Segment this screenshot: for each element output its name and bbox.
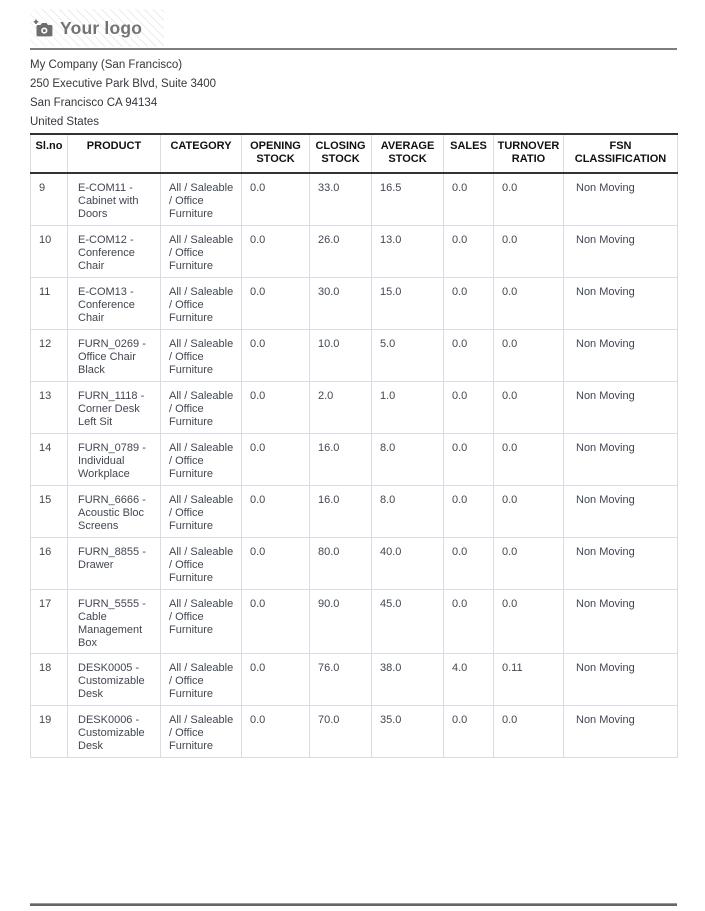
cell-average-stock: 5.0 bbox=[372, 329, 444, 381]
table-row bbox=[31, 537, 678, 589]
column-header-closing-stock: CLOSING STOCK bbox=[310, 134, 372, 173]
cell-opening-stock: 0.0 bbox=[242, 537, 310, 589]
cell-turnover-ratio: 0.0 bbox=[494, 485, 564, 537]
cell-sales: 0.0 bbox=[444, 329, 494, 381]
cell-fsn-classification: Non Moving bbox=[564, 537, 678, 589]
cell-sales: 0.0 bbox=[444, 537, 494, 589]
cell-fsn-classification: Non Moving bbox=[564, 173, 678, 225]
cell-product: FURN_0269 - Office Chair Black bbox=[68, 329, 161, 381]
cell-opening-stock: 0.0 bbox=[242, 329, 310, 381]
cell-sl-no: 10 bbox=[31, 225, 68, 277]
cell-sl-no: 17 bbox=[31, 589, 68, 653]
cell-category: All / Saleable / Office Furniture bbox=[161, 329, 242, 381]
company-city: San Francisco CA 94134 bbox=[30, 97, 158, 109]
cell-average-stock: 16.5 bbox=[372, 173, 444, 225]
cell-average-stock: 8.0 bbox=[372, 433, 444, 485]
cell-closing-stock: 2.0 bbox=[310, 381, 372, 433]
report-page bbox=[0, 9, 705, 911]
cell-category: All / Saleable / Office Furniture bbox=[161, 653, 242, 705]
cell-turnover-ratio: 0.0 bbox=[494, 225, 564, 277]
cell-opening-stock: 0.0 bbox=[242, 173, 310, 225]
column-header-product: PRODUCT bbox=[68, 134, 161, 173]
cell-category: All / Saleable / Office Furniture bbox=[161, 485, 242, 537]
table-body bbox=[31, 173, 678, 757]
cell-opening-stock: 0.0 bbox=[242, 485, 310, 537]
cell-sl-no: 19 bbox=[31, 705, 68, 757]
cell-sales: 4.0 bbox=[444, 653, 494, 705]
cell-category: All / Saleable / Office Furniture bbox=[161, 225, 242, 277]
column-header-opening-stock: OPENING STOCK bbox=[242, 134, 310, 173]
cell-sales: 0.0 bbox=[444, 589, 494, 653]
cell-fsn-classification: Non Moving bbox=[564, 225, 678, 277]
table-header-row bbox=[31, 134, 678, 173]
column-header-category: CATEGORY bbox=[161, 134, 242, 173]
cell-opening-stock: 0.0 bbox=[242, 705, 310, 757]
cell-turnover-ratio: 0.0 bbox=[494, 381, 564, 433]
cell-fsn-classification: Non Moving bbox=[564, 653, 678, 705]
footer-divider bbox=[30, 903, 677, 906]
cell-product: FURN_8855 - Drawer bbox=[68, 537, 161, 589]
column-header-average-stock: AVERAGE STOCK bbox=[372, 134, 444, 173]
cell-closing-stock: 80.0 bbox=[310, 537, 372, 589]
column-header-fsn-classification: FSN CLASSIFICATION bbox=[564, 134, 678, 173]
table-row bbox=[31, 173, 678, 225]
cell-average-stock: 8.0 bbox=[372, 485, 444, 537]
cell-average-stock: 38.0 bbox=[372, 653, 444, 705]
company-name: My Company (San Francisco) bbox=[30, 59, 183, 71]
cell-closing-stock: 76.0 bbox=[310, 653, 372, 705]
cell-category: All / Saleable / Office Furniture bbox=[161, 589, 242, 653]
cell-closing-stock: 33.0 bbox=[310, 173, 372, 225]
cell-sales: 0.0 bbox=[444, 381, 494, 433]
cell-product: FURN_6666 - Acoustic Bloc Screens bbox=[68, 485, 161, 537]
cell-fsn-classification: Non Moving bbox=[564, 381, 678, 433]
cell-opening-stock: 0.0 bbox=[242, 653, 310, 705]
column-header-turnover-ratio: TURNOVER RATIO bbox=[494, 134, 564, 173]
cell-sales: 0.0 bbox=[444, 433, 494, 485]
cell-sl-no: 12 bbox=[31, 329, 68, 381]
cell-sales: 0.0 bbox=[444, 225, 494, 277]
cell-opening-stock: 0.0 bbox=[242, 225, 310, 277]
cell-sales: 0.0 bbox=[444, 173, 494, 225]
cell-closing-stock: 10.0 bbox=[310, 329, 372, 381]
table-row bbox=[31, 225, 678, 277]
cell-category: All / Saleable / Office Furniture bbox=[161, 705, 242, 757]
table-row bbox=[31, 329, 678, 381]
cell-category: All / Saleable / Office Furniture bbox=[161, 277, 242, 329]
cell-product: E-COM11 - Cabinet with Doors bbox=[68, 173, 161, 225]
cell-closing-stock: 70.0 bbox=[310, 705, 372, 757]
cell-turnover-ratio: 0.0 bbox=[494, 277, 564, 329]
cell-product: FURN_5555 - Cable Management Box bbox=[68, 589, 161, 653]
logo-text: Your logo bbox=[60, 17, 143, 38]
company-country: United States bbox=[30, 116, 100, 128]
cell-category: All / Saleable / Office Furniture bbox=[161, 381, 242, 433]
table-row bbox=[31, 705, 678, 757]
cell-closing-stock: 30.0 bbox=[310, 277, 372, 329]
company-street: 250 Executive Park Blvd, Suite 3400 bbox=[30, 78, 217, 90]
cell-fsn-classification: Non Moving bbox=[564, 433, 678, 485]
fsn-report-table bbox=[30, 133, 678, 758]
cell-average-stock: 1.0 bbox=[372, 381, 444, 433]
cell-turnover-ratio: 0.0 bbox=[494, 173, 564, 225]
cell-closing-stock: 26.0 bbox=[310, 225, 372, 277]
cell-average-stock: 13.0 bbox=[372, 225, 444, 277]
header-divider bbox=[30, 48, 677, 50]
cell-closing-stock: 16.0 bbox=[310, 433, 372, 485]
cell-sl-no: 11 bbox=[31, 277, 68, 329]
company-logo-placeholder bbox=[30, 9, 164, 47]
table-row bbox=[31, 653, 678, 705]
cell-sl-no: 16 bbox=[31, 537, 68, 589]
cell-sl-no: 13 bbox=[31, 381, 68, 433]
cell-product: E-COM13 - Conference Chair bbox=[68, 277, 161, 329]
cell-fsn-classification: Non Moving bbox=[564, 329, 678, 381]
table-row bbox=[31, 277, 678, 329]
table-row bbox=[31, 433, 678, 485]
cell-closing-stock: 90.0 bbox=[310, 589, 372, 653]
cell-average-stock: 40.0 bbox=[372, 537, 444, 589]
cell-opening-stock: 0.0 bbox=[242, 433, 310, 485]
cell-turnover-ratio: 0.0 bbox=[494, 705, 564, 757]
table-row bbox=[31, 589, 678, 653]
cell-average-stock: 15.0 bbox=[372, 277, 444, 329]
cell-fsn-classification: Non Moving bbox=[564, 277, 678, 329]
cell-closing-stock: 16.0 bbox=[310, 485, 372, 537]
cell-average-stock: 45.0 bbox=[372, 589, 444, 653]
cell-turnover-ratio: 0.11 bbox=[494, 653, 564, 705]
cell-turnover-ratio: 0.0 bbox=[494, 433, 564, 485]
cell-product: FURN_1118 - Corner Desk Left Sit bbox=[68, 381, 161, 433]
cell-turnover-ratio: 0.0 bbox=[494, 589, 564, 653]
cell-category: All / Saleable / Office Furniture bbox=[161, 173, 242, 225]
cell-sl-no: 18 bbox=[31, 653, 68, 705]
cell-opening-stock: 0.0 bbox=[242, 589, 310, 653]
cell-sl-no: 14 bbox=[31, 433, 68, 485]
cell-sales: 0.0 bbox=[444, 705, 494, 757]
cell-product: DESK0005 - Customizable Desk bbox=[68, 653, 161, 705]
cell-opening-stock: 0.0 bbox=[242, 381, 310, 433]
column-header-sl-no: Sl.no bbox=[31, 134, 68, 173]
cell-opening-stock: 0.0 bbox=[242, 277, 310, 329]
cell-fsn-classification: Non Moving bbox=[564, 705, 678, 757]
cell-turnover-ratio: 0.0 bbox=[494, 537, 564, 589]
column-header-sales: SALES bbox=[444, 134, 494, 173]
cell-turnover-ratio: 0.0 bbox=[494, 329, 564, 381]
cell-average-stock: 35.0 bbox=[372, 705, 444, 757]
table-row bbox=[31, 485, 678, 537]
cell-fsn-classification: Non Moving bbox=[564, 485, 678, 537]
cell-sales: 0.0 bbox=[444, 277, 494, 329]
cell-fsn-classification: Non Moving bbox=[564, 589, 678, 653]
camera-plus-icon bbox=[33, 19, 53, 38]
cell-product: DESK0006 - Customizable Desk bbox=[68, 705, 161, 757]
cell-product: E-COM12 - Conference Chair bbox=[68, 225, 161, 277]
cell-sales: 0.0 bbox=[444, 485, 494, 537]
cell-category: All / Saleable / Office Furniture bbox=[161, 433, 242, 485]
cell-sl-no: 15 bbox=[31, 485, 68, 537]
cell-product: FURN_0789 - Individual Workplace bbox=[68, 433, 161, 485]
table-row bbox=[31, 381, 678, 433]
company-address-block bbox=[30, 56, 677, 132]
cell-sl-no: 9 bbox=[31, 173, 68, 225]
cell-category: All / Saleable / Office Furniture bbox=[161, 537, 242, 589]
